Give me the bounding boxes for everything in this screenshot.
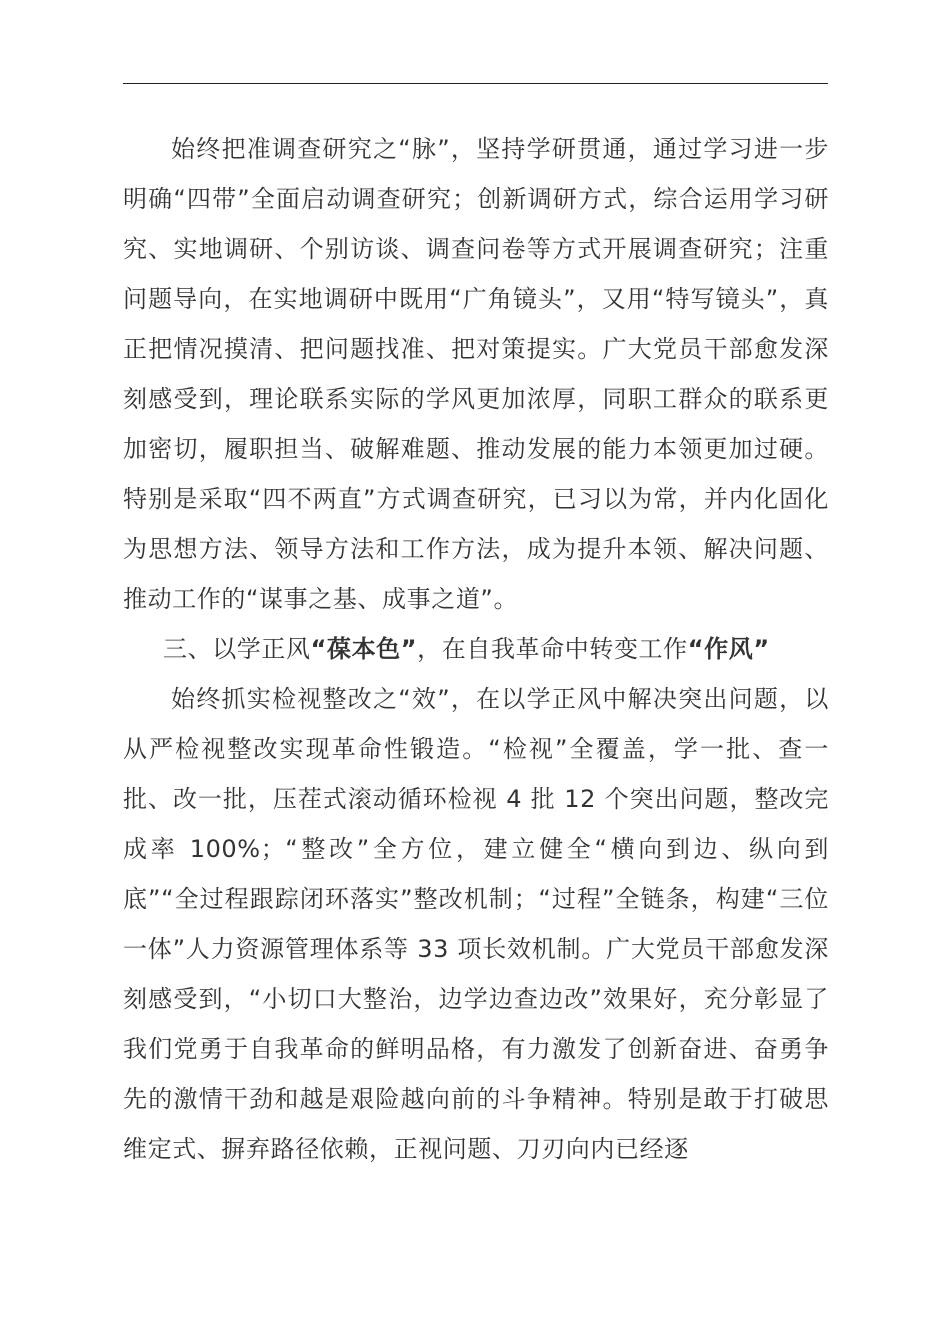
paragraph-research: 始终把准调查研究之“脉”，坚持学研贯通，通过学习进一步明确“四带”全面启动调查研究；创新调研方式，综合运用学习研究、实地调研、个别访谈、调查问卷等方式开展调查研究；注重问题导向，在实地调研中既用“广角镜头”，又用“特写镜头”，真正把情况摸清、把问题找准、把对策提实。广大党员干部愈发深刻感受到，理论联系实际的学风更加浓厚，同职工群众的联系更加密切，履职担当、破解难题、推动发展的能力本领更加过硬。特别是采取“四不两直”方式调查研究，已习以为常，并内化固化为思想方法、领导方法和工作方法，成为提升本领、解决问题、推动工作的“谋事之基、成事之道”。 (123, 135, 829, 613)
paragraph-rectification: 始终抓实检视整改之“效”，在以学正风中解决突出问题，以从严检视整改实现革命性锻造。“检视”全覆盖，学一批、查一批、改一批，压茬式滚动循环检视 4 批 12 个突出问题，整改完成率 100%；“整改”全方位，建立健全“横向到边、纵向到底”“全过程跟踪闭环落实”整改机制；“过程”全链条，构建“三位一体”人力资源管理体系等 33 项长效机制。广大党员干部愈发深刻感受到，“小切口大整治，边学边查边改”效果好，充分彰显了我们党勇于自我革命的鲜明品格，有力激发了创新奋进、奋勇争先的激情干劲和越是艰险越向前的斗争精神。特别是敢于打破思维定式、摒弃路径依赖，正视问题、刀刃向内已经逐 (123, 685, 829, 1163)
heading-text: 三、以学正风 (163, 635, 311, 663)
heading-emphasis: “葆本色” (310, 635, 418, 663)
heading-emphasis: “作风” (687, 635, 770, 663)
section-heading-3 (123, 624, 829, 674)
heading-text: ，在自我革命中转变工作 (417, 635, 688, 663)
document-body (123, 124, 829, 1174)
header-rule (123, 83, 828, 84)
